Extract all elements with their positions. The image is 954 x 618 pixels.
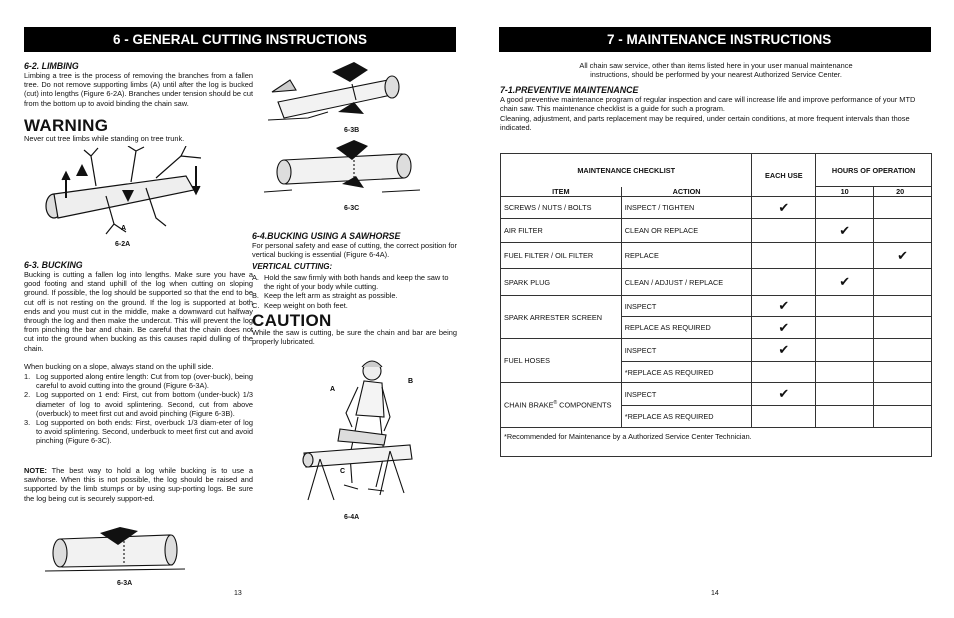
figure-6-3c (262, 140, 422, 200)
bucking-body: Bucking is cutting a fallen log into lengths. Make sure you have a good footing and stand uphill of the log when cutting on sloping ground. If possible, the log should be supported so that the end to be cut off is not resting on the ground. If the log is supported at both ends and you must cut in the middle, make a downward cut halfway through the log and then make the undercut. This will prevent the log from pinching the bar and chain. Be careful that the chain does not cut into the ground when bucking as this causes rapid dulling of the chain. (24, 270, 253, 353)
table-footnote: *Recommended for Maintenance by a Authorized Service Center Technician. (501, 428, 932, 457)
right-page-number: 14 (711, 590, 719, 597)
figure-6-4a (300, 355, 415, 510)
limbing-heading: 6-2. LIMBING (24, 61, 79, 71)
check-mark: ✔ (816, 219, 874, 243)
fig-6-4a-label-a: A (330, 386, 336, 393)
vertical-cutting-steps (252, 273, 457, 310)
fig-6-3b-caption: 6-3B (344, 127, 360, 134)
check-mark: ✔ (874, 243, 932, 269)
fig-6-2a-label-a: A (121, 225, 127, 232)
hours-10-header: 10 (816, 187, 874, 197)
table-row: *REPLACE AS REQUIRED (501, 362, 932, 383)
fig-6-3a-caption: 6-3A (117, 580, 133, 587)
fig-6-4a-label-b: B (408, 378, 414, 385)
left-page-number: 13 (234, 590, 242, 597)
preventive-maintenance-body-2: Cleaning, adjustment, and parts replacement may be required, under certain conditions, at more frequent intervals than those indicated. (500, 114, 910, 133)
checklist-header: MAINTENANCE CHECKLIST (501, 154, 752, 187)
bucking-step-3: 3. Log supported on both ends: First, overbuck 1/3 diam-eter of log to avoid splintering. Second, underbuck to meet first cut and avoid pinching (Figure 6-3C). (24, 418, 253, 446)
table-row: FUEL HOSES INSPECT ✔ (501, 339, 932, 362)
each-use-header: EACH USE (752, 154, 816, 197)
action-column-header: ACTION (621, 187, 752, 197)
maintenance-checklist-table (500, 153, 932, 457)
vertical-step-b: B. Keep the left arm as straight as possible. (252, 291, 398, 301)
check-mark: ✔ (752, 317, 816, 339)
fig-6-2a-caption: 6-2A (115, 241, 131, 248)
bucking-note (24, 466, 253, 503)
fig-6-4a-caption: 6-4A (344, 514, 360, 521)
table-row: SCREWS / NUTS / BOLTS INSPECT / TIGHTEN ✔ (501, 197, 932, 219)
figure-6-2a (36, 146, 216, 236)
check-mark: ✔ (752, 339, 816, 362)
left-page-header (24, 27, 456, 52)
check-mark: ✔ (816, 269, 874, 296)
caution-body: While the saw is cutting, be sure the chain and bar are being properly lubricated. (252, 328, 457, 347)
right-page-header (499, 27, 931, 52)
table-row: FUEL FILTER / OIL FILTER REPLACE ✔ (501, 243, 932, 269)
left-header-title: 6 - GENERAL CUTTING INSTRUCTIONS (112, 32, 367, 47)
table-row: AIR FILTER CLEAN OR REPLACE ✔ (501, 219, 932, 243)
table-footnote-row (501, 428, 932, 457)
warning-body: Never cut tree limbs while standing on tree trunk. (24, 134, 185, 143)
item-column-header: ITEM (501, 187, 622, 197)
caution-heading: CAUTION (252, 311, 332, 330)
bucking-step-1: 1. Log supported along entire length: Cut from top (over-buck), being careful to avoid cutting into the ground (Figure 6-3A). (24, 372, 253, 391)
note-label: NOTE: (24, 466, 47, 475)
preventive-maintenance-heading: 7-1.PREVENTIVE MAINTENANCE (500, 85, 639, 95)
fig-6-3c-caption: 6-3C (344, 205, 360, 212)
hours-header: HOURS OF OPERATION (816, 154, 932, 187)
vertical-step-c: C. Keep weight on both feet. (252, 300, 348, 310)
figure-6-3a (40, 525, 190, 580)
note-text: The best way to hold a log while bucking is to use a sawhorse. When this is not possible, the log should be raised and supported by the limb stumps or by using sup-porting logs. Be sure the log being cut is securely support-ed. (24, 466, 253, 503)
preventive-maintenance-body-1: A good preventive maintenance program of regular inspection and care will increase life and improve performance of your MTD chain saw. This maintenance checklist is a guide for such a program. (500, 95, 916, 114)
table-subheader-row (501, 187, 932, 197)
table-row: SPARK ARRESTER SCREEN INSPECT ✔ (501, 296, 932, 317)
hours-20-header: 20 (874, 187, 932, 197)
check-mark: ✔ (752, 296, 816, 317)
vertical-cutting-heading: VERTICAL CUTTING: (252, 262, 333, 271)
table-header-row (501, 154, 932, 187)
sawhorse-heading: 6-4.BUCKING USING A SAWHORSE (252, 231, 401, 241)
check-mark: ✔ (752, 197, 816, 219)
vertical-step-a: A. Hold the saw firmly with both hands and keep the saw to the right of your body while cutting. (252, 273, 449, 292)
maintenance-intro: All chain saw service, other than items listed here in your user manual maintenance instructions, should be performed by your nearest Authorized Service Center. (579, 61, 853, 80)
table-row: REPLACE AS REQUIRED ✔ (501, 317, 932, 339)
fig-6-4a-label-c: C (340, 468, 346, 475)
warning-heading: WARNING (24, 116, 109, 135)
bucking-heading: 6-3. BUCKING (24, 260, 83, 270)
bucking-step-2: 2. Log supported on 1 end: First, cut from bottom (under-buck) 1/3 diameter of log to avoid splintering. Second, cut from above (overbuck) to meet first cut and avoid pinching (Figure 6-3B). (24, 390, 253, 418)
right-header-title: 7 - MAINTENANCE INSTRUCTIONS (607, 32, 832, 47)
table-row: SPARK PLUG CLEAN / ADJUST / REPLACE ✔ (501, 269, 932, 296)
sawhorse-body: For personal safety and ease of cutting, the correct position for vertical bucking is essential (Figure 6-4A). (252, 241, 457, 260)
check-mark: ✔ (752, 383, 816, 406)
table-row: *REPLACE AS REQUIRED (501, 406, 932, 428)
figure-6-3b (268, 62, 428, 122)
table-row: CHAIN BRAKE® COMPONENTS INSPECT ✔ (501, 383, 932, 406)
bucking-slope: When bucking on a slope, always stand on the uphill side. (24, 362, 214, 371)
limbing-body: Limbing a tree is the process of removing the branches from a fallen tree. Do not remove supporting limbs (A) until after the log is bucked (cut) into lengths (Figure 6-2A). Branches under tension should be cut from the bottom up to avoid binding the chain saw. (24, 71, 253, 108)
bucking-steps (24, 372, 253, 446)
